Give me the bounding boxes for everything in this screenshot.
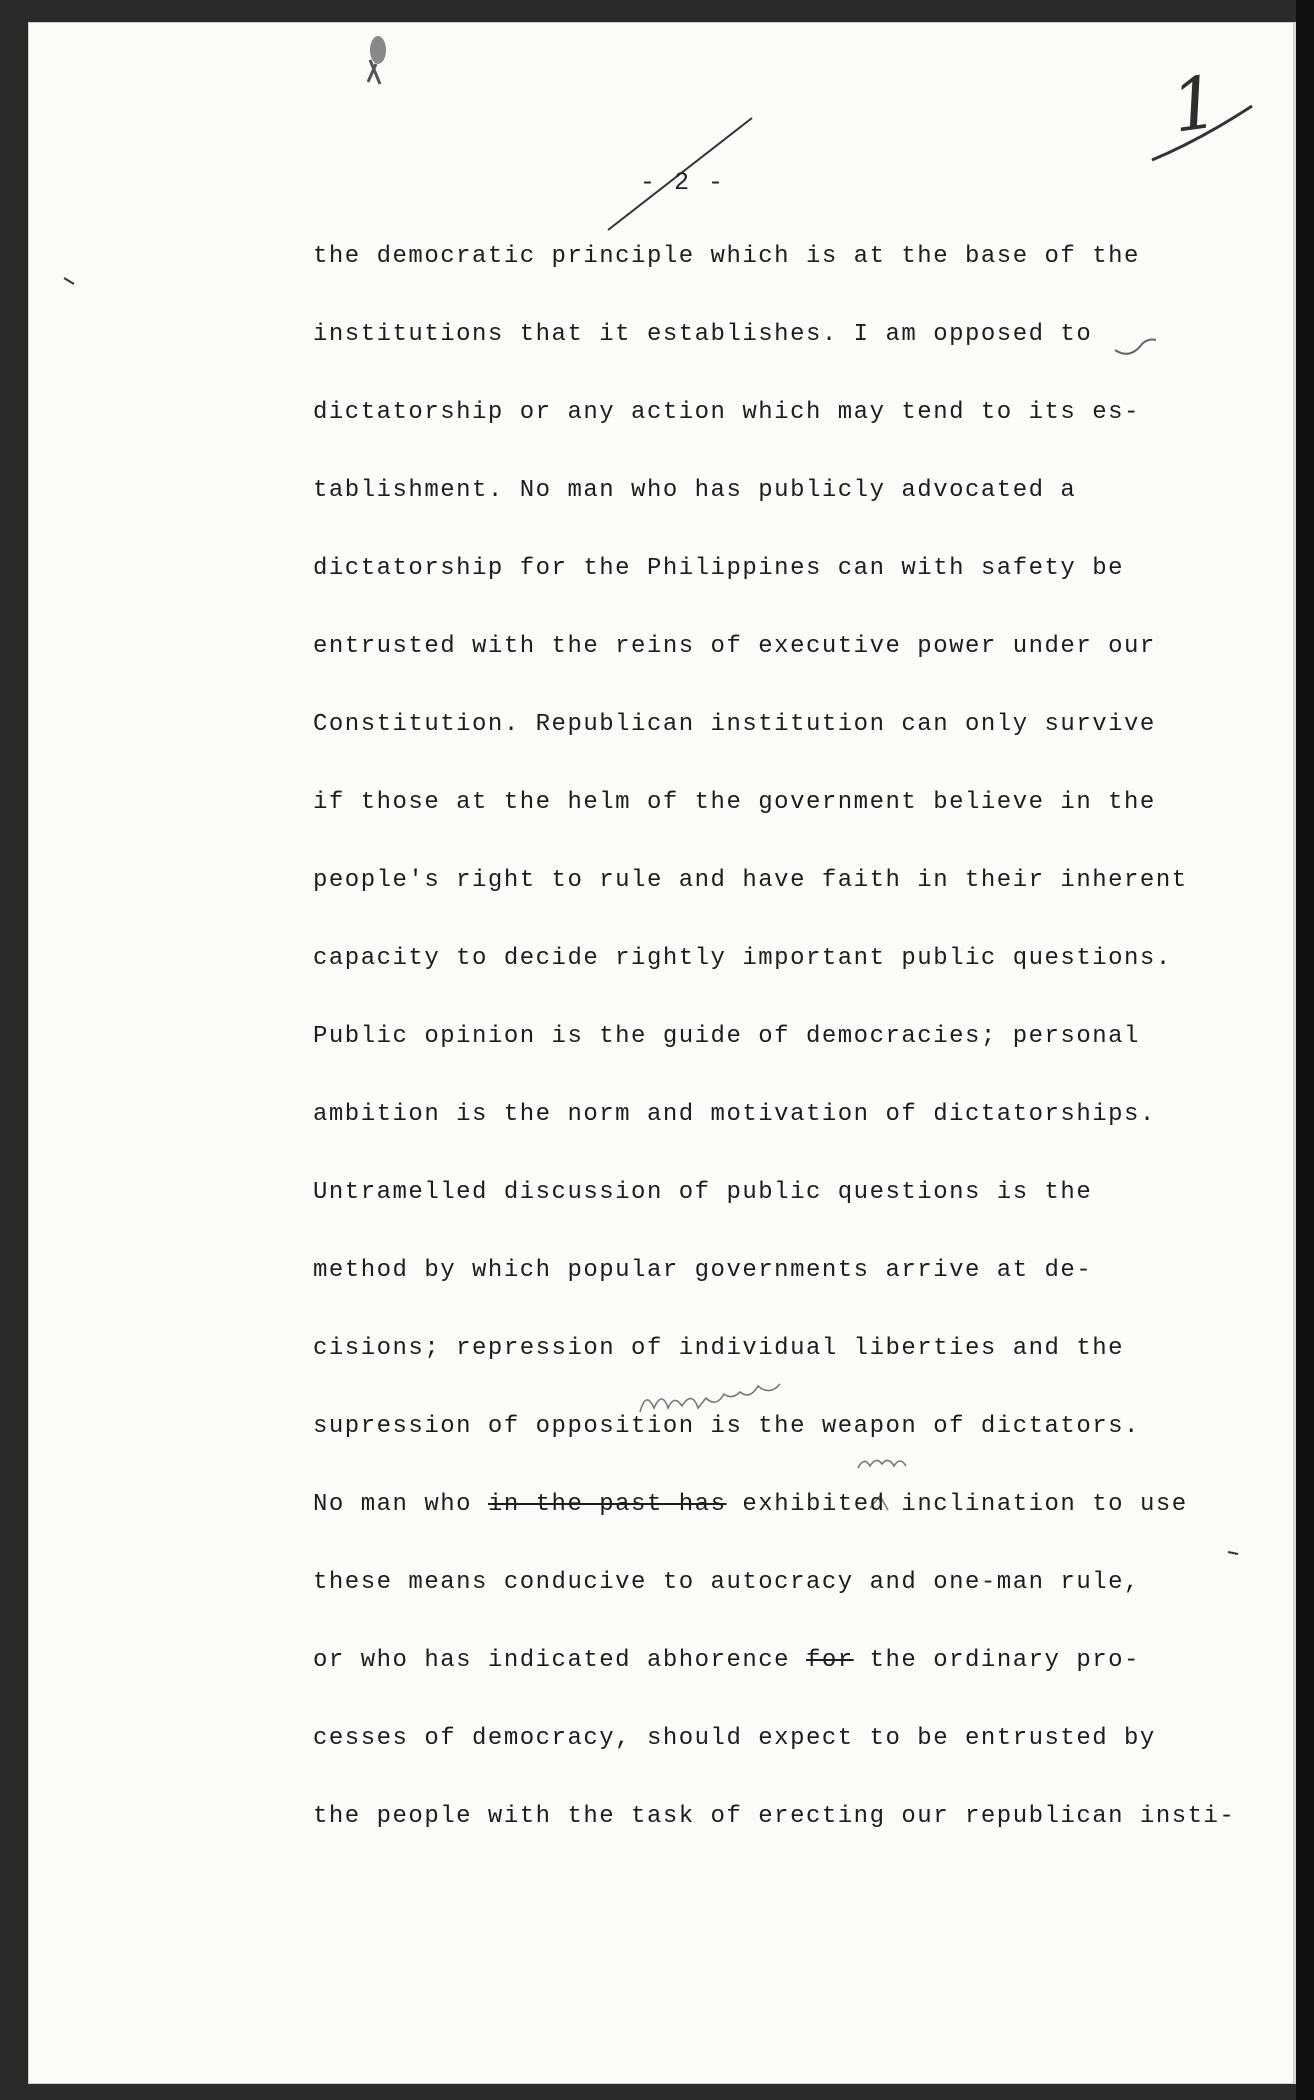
text-line: capacity to decide rightly important public questions. <box>313 945 1172 972</box>
text-line: Untramelled discussion of public questions is the <box>313 1179 1093 1206</box>
text-line <box>313 1490 1223 1568</box>
text-line: the people with the task of erecting our republican insti- <box>313 1803 1236 1830</box>
text-line: the democratic principle which is at the base of the <box>313 243 1140 270</box>
folio-number: 1 <box>1166 59 1224 149</box>
text-line: institutions that it establishes. I am opposed to <box>313 321 1093 348</box>
text-line: dictatorship or any action which may tend to its es- <box>313 399 1140 426</box>
scan-edge <box>1296 0 1314 2100</box>
text-line: tablishment. No man who has publicly advocated a <box>313 477 1077 504</box>
text-line: if those at the helm of the government believe in the <box>313 789 1156 816</box>
text-line: Constitution. Republican institution can only survive <box>313 711 1156 738</box>
text-line: dictatorship for the Philippines can with safety be <box>313 555 1125 582</box>
text-line: supression of opposition is the weapon of dictators. <box>313 1413 1140 1440</box>
text-line: cesses of democracy, should expect to be entrusted by <box>313 1725 1156 1752</box>
line-start: No man who <box>313 1491 488 1518</box>
line-end: exhibited inclination to use <box>726 1491 1188 1518</box>
text-line: entrusted with the reins of executive power under our <box>313 633 1156 660</box>
text-line: Public opinion is the guide of democracies; personal <box>313 1023 1140 1050</box>
text-line: ambition is the norm and motivation of dictatorships. <box>313 1101 1156 1128</box>
struck-text: in the past has <box>487 1491 727 1518</box>
typed-text <box>313 242 1236 1880</box>
text-line: method by which popular governments arrive at de- <box>313 1257 1093 1284</box>
line-end: the ordinary pro- <box>853 1647 1140 1674</box>
struck-text: for <box>805 1647 854 1674</box>
text-line <box>313 1646 1223 1724</box>
text-line: cisions; repression of individual liberties and the <box>313 1335 1125 1362</box>
text-line: people's right to rule and have faith in their inherent <box>313 867 1188 894</box>
page-number: - 2 - <box>640 168 726 197</box>
text-line: these means conducive to autocracy and one-man rule, <box>313 1569 1140 1596</box>
line-start: or who has indicated abhorence <box>313 1647 806 1674</box>
